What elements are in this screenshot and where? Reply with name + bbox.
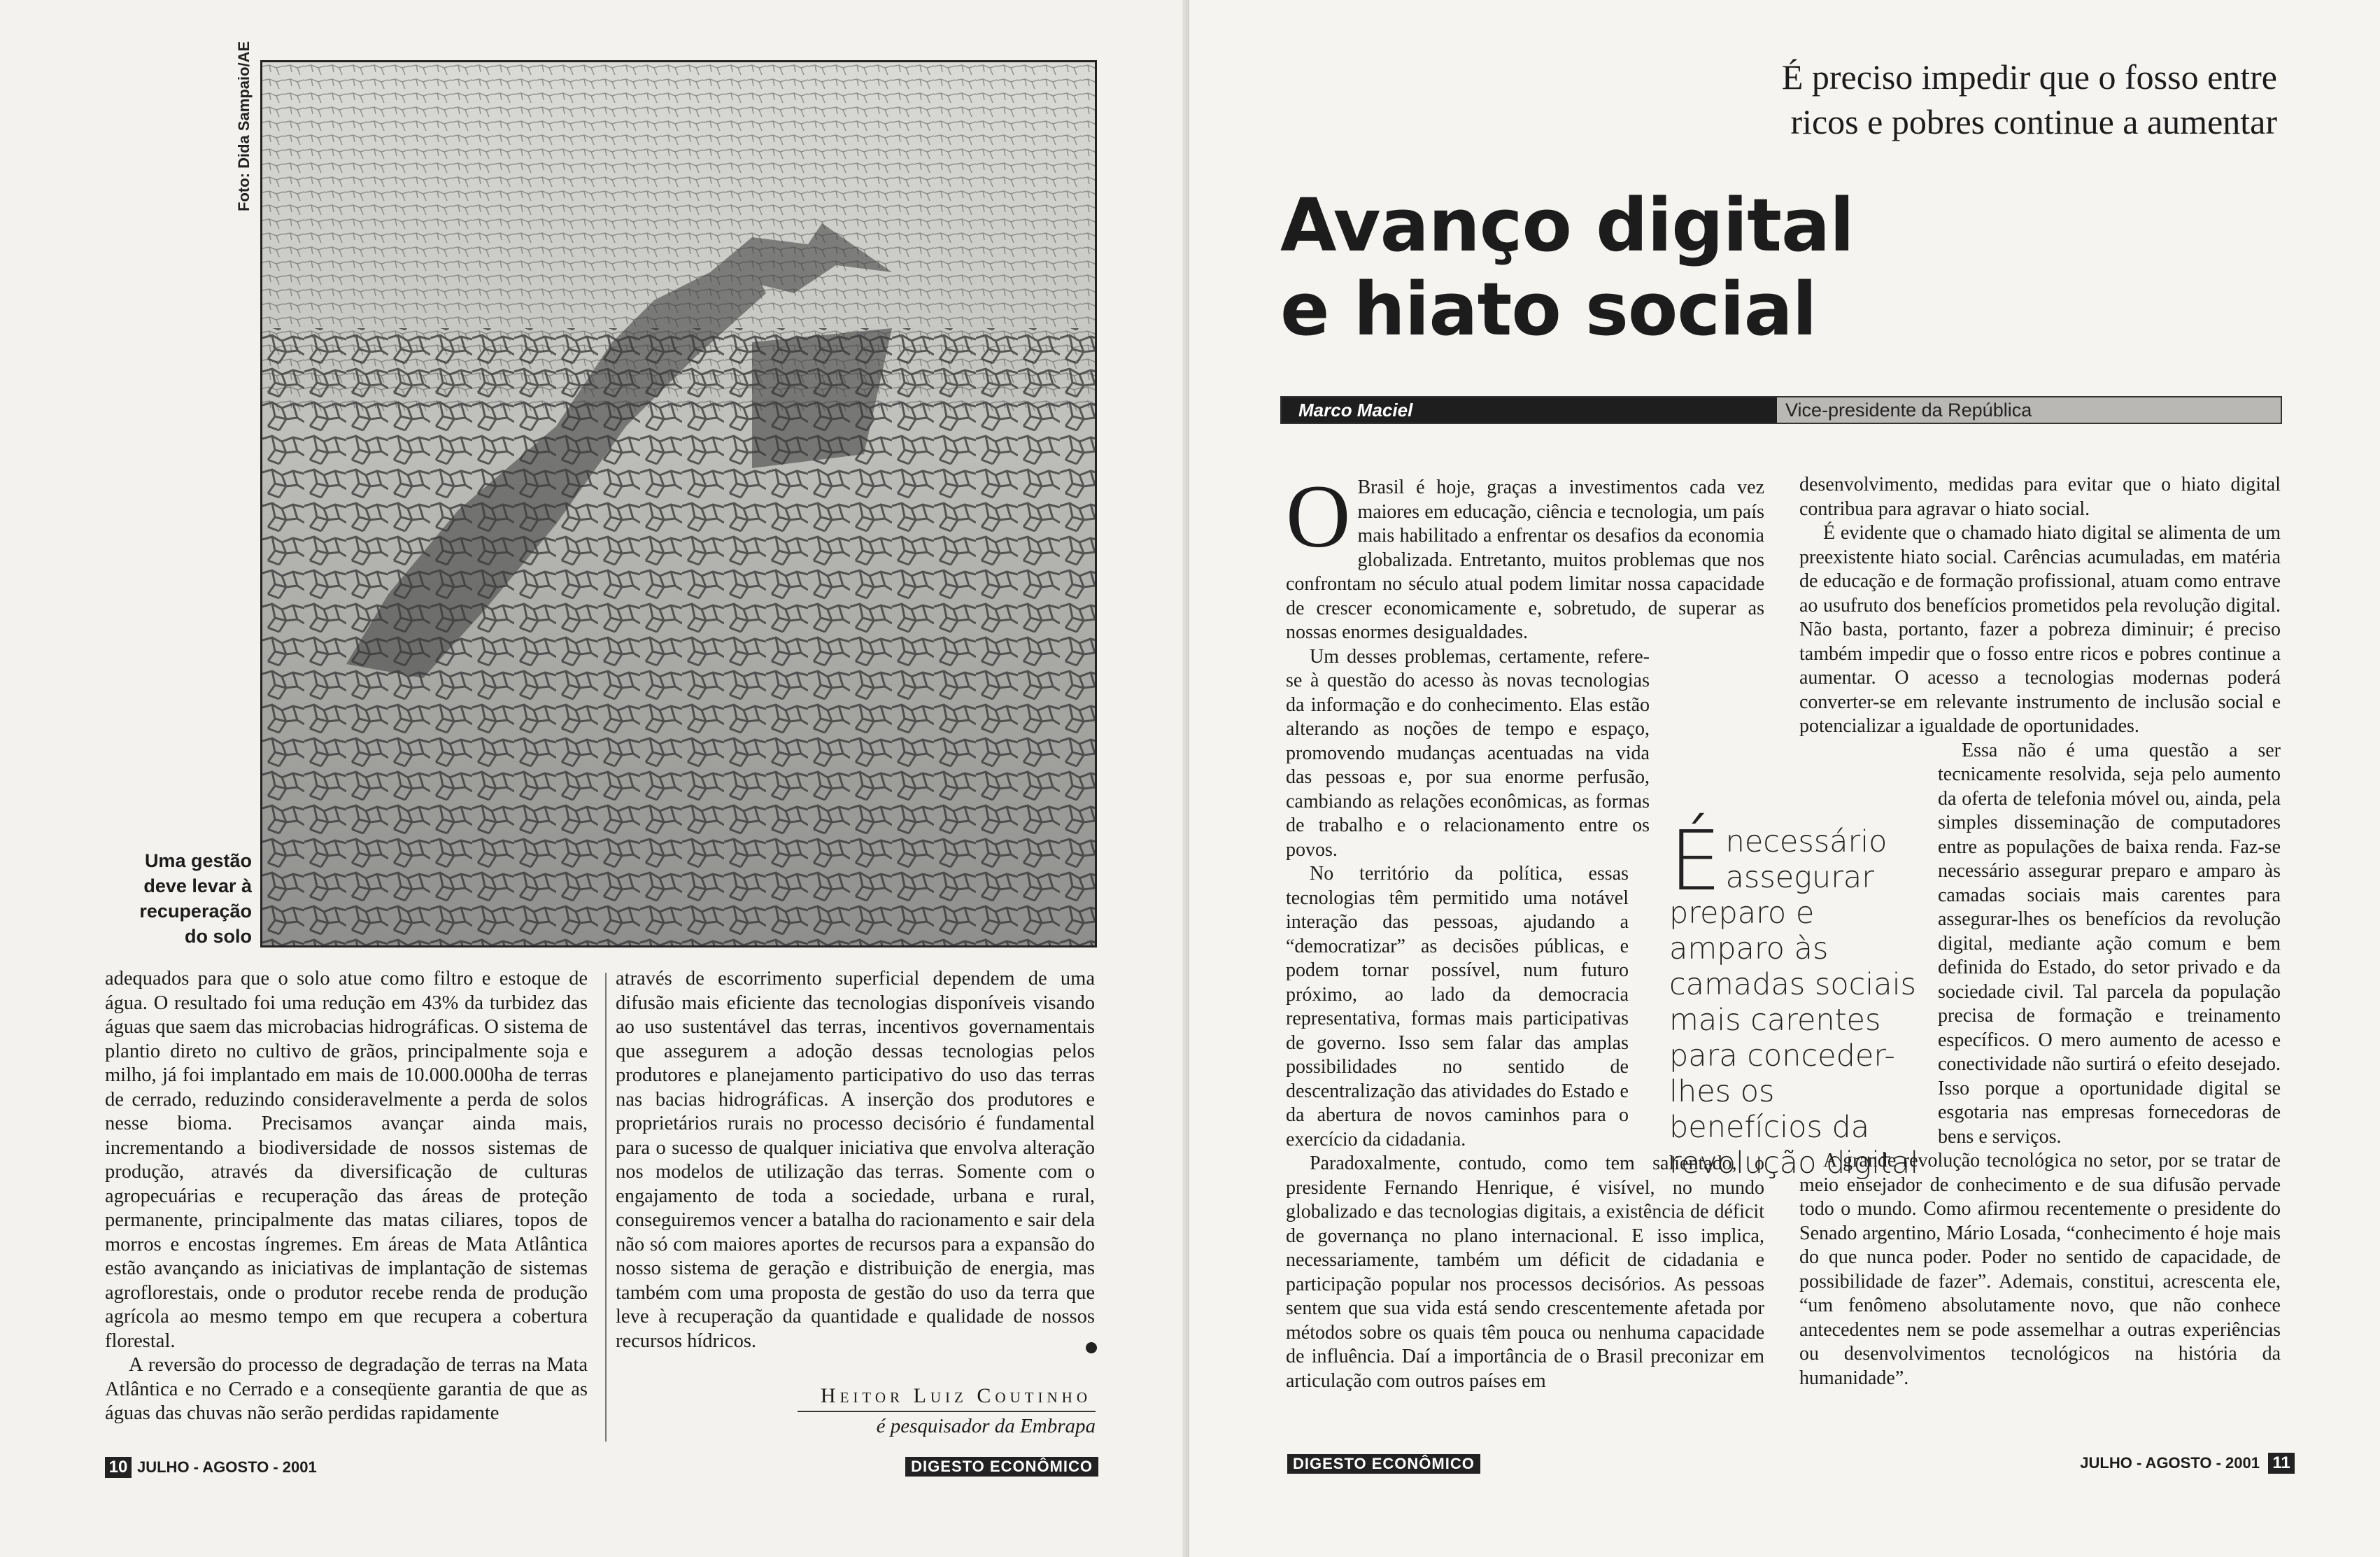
cracked-soil-image xyxy=(262,62,1095,945)
paragraph: através de escorrimento superficial dependem de uma difusão mais eficiente das tecnologias disponíveis visando ao uso sustentável das terras, incentivos governamentais que assegurem a adoção dessas tecnologias pelos produtores e planejamento participativo do uso das terras nas bacias hidrográficas. A inserção dos produtores e proprietários rurais no processo decisório é fundamental para o sucesso de qualquer iniciativa que envolva alteração nos modelos de utilização das terras. Somente com o engajamento de toda a sociedade, urbana e rural, conseguiremos vencer a batalha do racionamento e sair dela não só com maiores aportes de recursos para a expansão do nosso sistema de geração e distribuição de energia, mas também com uma proposta de gestão do uso da terra que leve à recuperação da quantidade e qualidade de nossos recursos hídricos. xyxy=(616,968,1095,1352)
photo-credit: Foto: Dida Sampaio/AE xyxy=(235,41,253,211)
paragraph: No território da política, essas tecnologias têm permitido uma notável interação das pessoas, ajudando a “democratizar” as decisões públicas, e podem tornar possível, num futuro próximo, ao lado da democracia representativa, formas mais participativas de governo. Isso sem falar das amplas possibilidades no sentido de descentralização das atividades do Estado e da abertura de novos caminhos para o exercício da cidadania. xyxy=(1286,863,1629,1150)
kicker xyxy=(1693,55,2277,144)
author-role: Vice-presidente da República xyxy=(1785,400,2032,421)
paragraph: adequados para que o solo atue como filtro e estoque de água. O resultado foi uma redução em 43% da turbidez das águas que saem das microbacias hidrográficas. O sistema de plantio direto no cultivo de grãos, principalmente soja e milho, já foi implantado em mais de 10.000.000ha de terras de cerrado, reduzindo consideravelmente a perda de solos nesse bioma. Precisamos avançar ainda mais, incrementando a biodiversidade de nossos sistemas de produção, através da diversificação de culturas agropecuárias e recuperação das áreas de proteção permanente, principalmente das matas ciliares, topos de morros e encostas íngremes. Em áreas de Mata Atlântica estão avançando as iniciativas de implantação de sistemas agroflorestais, onde o produtor recebe renda de produção agrícola ao mesmo tempo em que recupera a cobertura florestal. xyxy=(105,968,588,1352)
title-line: e hiato social xyxy=(1280,267,1817,352)
caption-line: do solo xyxy=(185,926,252,947)
paragraph: A reversão do processo de degradação de terras na Mata Atlântica e no Cerrado e a conseqüente garantia de que as águas das chuvas não serão perdidas rapidamente xyxy=(105,1354,588,1424)
right-column-2 xyxy=(1799,473,2281,1390)
kicker-line: ricos e pobres continue a aumentar xyxy=(1790,102,2277,141)
paragraph xyxy=(1286,467,1764,645)
footer-date: JULHO - AGOSTO - 2001 xyxy=(137,1458,317,1476)
caption-line: deve levar à xyxy=(143,875,252,896)
paragraph: É evidente que o chamado hiato digital se alimenta de um preexistente hiato social. Carências acumuladas, em matéria de educação e de formação profissional, atuam como entrave ao usufruto dos benefícios prometidos pela revolução digital. Não basta, portanto, fazer a pobreza diminuir; é preciso também impedir que o fosso entre ricos e pobres continue a aumentar. O acesso a tecnologias modernas poderá converter-se em relevante instrumento de inclusão social e potencializar a igualdade de oportunidades. xyxy=(1799,522,2281,737)
drop-cap: O xyxy=(1286,467,1351,566)
author-name: Marco Maciel xyxy=(1282,397,1777,423)
article-title xyxy=(1280,183,1910,351)
photo-caption xyxy=(119,848,252,949)
page-number: 10 xyxy=(105,1457,132,1478)
kicker-line: É preciso impedir que o fosso entre xyxy=(1781,57,2277,97)
byline-role: é pesquisador da Embrapa xyxy=(876,1415,1096,1437)
left-page xyxy=(0,0,1189,1557)
byline-rule xyxy=(798,1411,1096,1412)
paragraph: A grande revolução tecnológica no setor, por se tratar de meio ensejador de conhecimento e de sua difusão pervade todo o mundo. Como afirmou recentemente o presidente do Senado argentino, Mário Losada, “conhecimento é hoje mais do que nunca poder. Poder no sentido de capacidade, de possibilidade de fazer”. Ademais, constitui, acrescenta ele, “um fenômeno absolutamente novo, que não conhece antecedentes nem se pode assemelhar a outras experiências ou desenvolvimentos tecnológicos na história da humanidade”. xyxy=(1799,1150,2281,1389)
footer-date: JULHO - AGOSTO - 2001 xyxy=(2080,1454,2260,1472)
paragraph-text: Brasil é hoje, graças a investimentos cada vez maiores em educação, ciência e tecnologia, um país mais habilitado a enfrentar os desafios da economia globalizada. Entretanto, muitos problemas que nos confrontam no século atual podem limitar nossa capacidade de crescer economicamente e, sobretudo, de superar as nossas enormes desigualdades. xyxy=(1286,477,1764,643)
left-footer xyxy=(105,1457,1098,1477)
paragraph: Essa não é uma questão a ser tecnicamente resolvida, seja pelo aumento da oferta de telefonia móvel ou, ainda, pela simples disseminação de computadores entre as populações de baixa renda. Faz-se necessário assegurar preparo e amparo às camadas sociais mais carentes para assegurar-lhes os benefícios da revolução digital, mediante ação comum e bem definida do Estado, do setor privado e da sociedade civil. Tal parcela da população precisa de formação e treinamento específicos. O mero aumento de acesso e conectividade não surtirá o efeito desejado. Isso porque a oportunidade digital se esgotaria nas empresas fornecedoras de bens e serviços. xyxy=(1938,739,2281,1148)
cracked-soil-photo xyxy=(260,60,1097,947)
paragraph: Paradoxalmente, contudo, como tem salientado, o presidente Fernando Henrique, é visível, no mundo globalizado e das tecnologias digitais, a existência de déficit de governança no plano internacional. E isso implica, necessariamente, também um déficit de cidadania e participação popular nos processos decisórios. As pessoas sentem que sua vida está sendo crescentemente afetada por métodos sobre os quais têm pouca ou nenhuma capacidade de influência. Daí a importância de o Brasil preconizar em articulação com outros países em xyxy=(1286,1153,1764,1392)
left-column-1 xyxy=(105,967,588,1426)
pull-quote-text: necessário assegurar preparo e amparo às camadas sociais mais carentes para conceder-lhes os benefícios da revolução digital xyxy=(1669,824,1919,1181)
footer-magazine: DIGESTO ECONÔMICO xyxy=(1287,1454,1480,1474)
caption-line: recuperação xyxy=(139,901,252,922)
title-line: Avanço digital xyxy=(1280,183,1854,268)
page-number: 11 xyxy=(2268,1453,2295,1474)
author-bar xyxy=(1280,396,2282,424)
byline: Heitor Luiz Coutinho xyxy=(820,1384,1091,1407)
end-mark xyxy=(1086,1342,1097,1353)
footer-magazine: DIGESTO ECONÔMICO xyxy=(905,1457,1098,1477)
right-footer xyxy=(1287,1453,2295,1474)
column-divider xyxy=(605,973,607,1442)
paragraph: Um desses problemas, certamente, refere-se à questão do acesso às novas tecnologias da informação e do conhecimento. Elas estão alterando as noções de tempo e espaço, promovendo mudanças acentuadas na vida das pessoas e, por sua enorme perfusão, cambiando as relações econômicas, as formas de trabalho e o relacionamento entre os povos. xyxy=(1286,645,1650,861)
pull-quote-initial: É xyxy=(1669,812,1722,909)
left-column-2 xyxy=(616,967,1095,1353)
caption-line: Uma gestão xyxy=(144,850,252,871)
paragraph: desenvolvimento, medidas para evitar que o hiato digital contribua para agravar o hiato social. xyxy=(1799,474,2281,520)
